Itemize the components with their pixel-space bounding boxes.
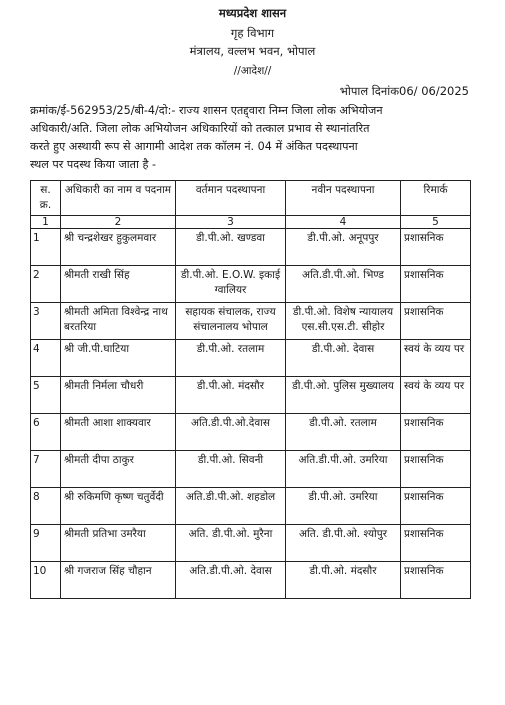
remark-cell: प्रशासनिक bbox=[401, 488, 471, 525]
officer-cell: श्रीमती दीपा ठाकुर bbox=[61, 451, 176, 488]
new-posting-cell: डी.पी.ओ. मंदसौर bbox=[286, 562, 401, 599]
address-heading: मंत्रालय, वल्लभ भवन, भोपाल bbox=[189, 44, 316, 58]
remark-cell: प्रशासनिक bbox=[401, 229, 471, 266]
officer-cell: श्रीमती अमिता विश्वेन्द्र नाथ बरतरिया bbox=[61, 303, 176, 340]
table-row bbox=[31, 229, 471, 266]
serial-cell: 9 bbox=[31, 525, 61, 562]
remark-cell: प्रशासनिक bbox=[401, 303, 471, 340]
remark-cell: स्वयं के व्यय पर bbox=[401, 340, 471, 377]
officer-cell: श्री जी.पी.घाटिया bbox=[61, 340, 176, 377]
officer-cell: श्री चन्द्रशेखर हुकुलमवार bbox=[61, 229, 176, 266]
column-number: 2 bbox=[61, 216, 176, 229]
serial-cell: 8 bbox=[31, 488, 61, 525]
officer-cell: श्रीमती प्रतिभा उमरैया bbox=[61, 525, 176, 562]
current-posting-cell: अति. डी.पी.ओ. मुरैना bbox=[176, 525, 286, 562]
serial-cell: 6 bbox=[31, 414, 61, 451]
serial-cell: 5 bbox=[31, 377, 61, 414]
serial-cell: 3 bbox=[31, 303, 61, 340]
remark-cell: प्रशासनिक bbox=[401, 451, 471, 488]
government-heading: मध्यप्रदेश शासन bbox=[218, 6, 287, 20]
current-posting-cell: डी.पी.ओ. मंदसौर bbox=[176, 377, 286, 414]
table-row bbox=[31, 562, 471, 599]
new-posting-cell: अति. डी.पी.ओ. श्योपुर bbox=[286, 525, 401, 562]
order-line: अधिकारी/अति. जिला लोक अभियोजन अधिकारियों को तत्काल प्रभाव से स्थानांतरित bbox=[30, 122, 370, 135]
serial-cell: 4 bbox=[31, 340, 61, 377]
officer-cell: श्रीमती निर्मला चौधरी bbox=[61, 377, 176, 414]
table-row bbox=[31, 303, 471, 340]
current-posting-cell: अति.डी.पी.ओ. देवास bbox=[176, 562, 286, 599]
table-row bbox=[31, 266, 471, 303]
current-posting-cell: डी.पी.ओ. E.O.W. इकाई ग्वालियर bbox=[176, 266, 286, 303]
serial-cell: 2 bbox=[31, 266, 61, 303]
department-heading: गृह विभाग bbox=[230, 26, 275, 40]
officer-cell: श्रीमती राखी सिंह bbox=[61, 266, 176, 303]
table-row bbox=[31, 451, 471, 488]
current-posting-cell: डी.पी.ओ. सिवनी bbox=[176, 451, 286, 488]
column-header-officer: अधिकारी का नाम व पदनाम bbox=[61, 181, 176, 216]
officer-cell: श्रीमती आशा शाक्यवार bbox=[61, 414, 176, 451]
current-posting-cell: डी.पी.ओ. रतलाम bbox=[176, 340, 286, 377]
order-line: करते हुए अस्थायी रूप से आगामी आदेश तक कॉलम नं. 04 में अंकित पदस्थापना bbox=[30, 140, 358, 153]
column-header-serial: स. क्र. bbox=[31, 181, 61, 216]
new-posting-cell: डी.पी.ओ. देवास bbox=[286, 340, 401, 377]
column-number-row bbox=[31, 216, 471, 229]
transfer-table bbox=[30, 180, 471, 599]
table-header-row bbox=[31, 181, 471, 216]
table-row bbox=[31, 488, 471, 525]
column-number: 3 bbox=[176, 216, 286, 229]
order-line: स्थल पर पदस्थ किया जाता है - bbox=[30, 158, 157, 171]
column-number: 5 bbox=[401, 216, 471, 229]
new-posting-cell: डी.पी.ओ. पुलिस मुख्यालय bbox=[286, 377, 401, 414]
remark-cell: प्रशासनिक bbox=[401, 414, 471, 451]
column-number: 4 bbox=[286, 216, 401, 229]
current-posting-cell: अति.डी.पी.ओ.देवास bbox=[176, 414, 286, 451]
column-header-remark: रिमार्क bbox=[401, 181, 471, 216]
order-heading: //आदेश// bbox=[233, 65, 272, 77]
remark-cell: स्वयं के व्यय पर bbox=[401, 377, 471, 414]
new-posting-cell: डी.पी.ओ. विशेष न्यायालय एस.सी.एस.टी. सीहोर bbox=[286, 303, 401, 340]
remark-cell: प्रशासनिक bbox=[401, 266, 471, 303]
column-header-current-posting: वर्तमान पदस्थापना bbox=[176, 181, 286, 216]
table-row bbox=[31, 340, 471, 377]
serial-cell: 7 bbox=[31, 451, 61, 488]
new-posting-cell: डी.पी.ओ. उमरिया bbox=[286, 488, 401, 525]
order-date: भोपाल दिनांक06/ 06/2025 bbox=[339, 84, 469, 98]
remark-cell: प्रशासनिक bbox=[401, 562, 471, 599]
column-header-new-posting: नवीन पदस्थापना bbox=[286, 181, 401, 216]
serial-cell: 1 bbox=[31, 229, 61, 266]
table-row bbox=[31, 377, 471, 414]
current-posting-cell: डी.पी.ओ. खण्डवा bbox=[176, 229, 286, 266]
serial-cell: 10 bbox=[31, 562, 61, 599]
new-posting-cell: डी.पी.ओ. अनूपपुर bbox=[286, 229, 401, 266]
column-number: 1 bbox=[31, 216, 61, 229]
table-row bbox=[31, 414, 471, 451]
new-posting-cell: अति.डी.पी.ओ. उमरिया bbox=[286, 451, 401, 488]
new-posting-cell: अति.डी.पी.ओ. भिण्ड bbox=[286, 266, 401, 303]
remark-cell: प्रशासनिक bbox=[401, 525, 471, 562]
order-line: क्रमांक/ई-562953/25/बी-4/दो:- राज्य शासन एतद्द्वारा निम्न जिला लोक अभियोजन bbox=[30, 104, 383, 117]
current-posting-cell: सहायक संचालक, राज्य संचालनालय भोपाल bbox=[176, 303, 286, 340]
new-posting-cell: डी.पी.ओ. रतलाम bbox=[286, 414, 401, 451]
officer-cell: श्री गजराज सिंह चौहान bbox=[61, 562, 176, 599]
officer-cell: श्री रुकिमणि कृष्ण चतुर्वेदी bbox=[61, 488, 176, 525]
order-text bbox=[30, 102, 485, 174]
table-row bbox=[31, 525, 471, 562]
current-posting-cell: अति.डी.पी.ओ. शहडोल bbox=[176, 488, 286, 525]
